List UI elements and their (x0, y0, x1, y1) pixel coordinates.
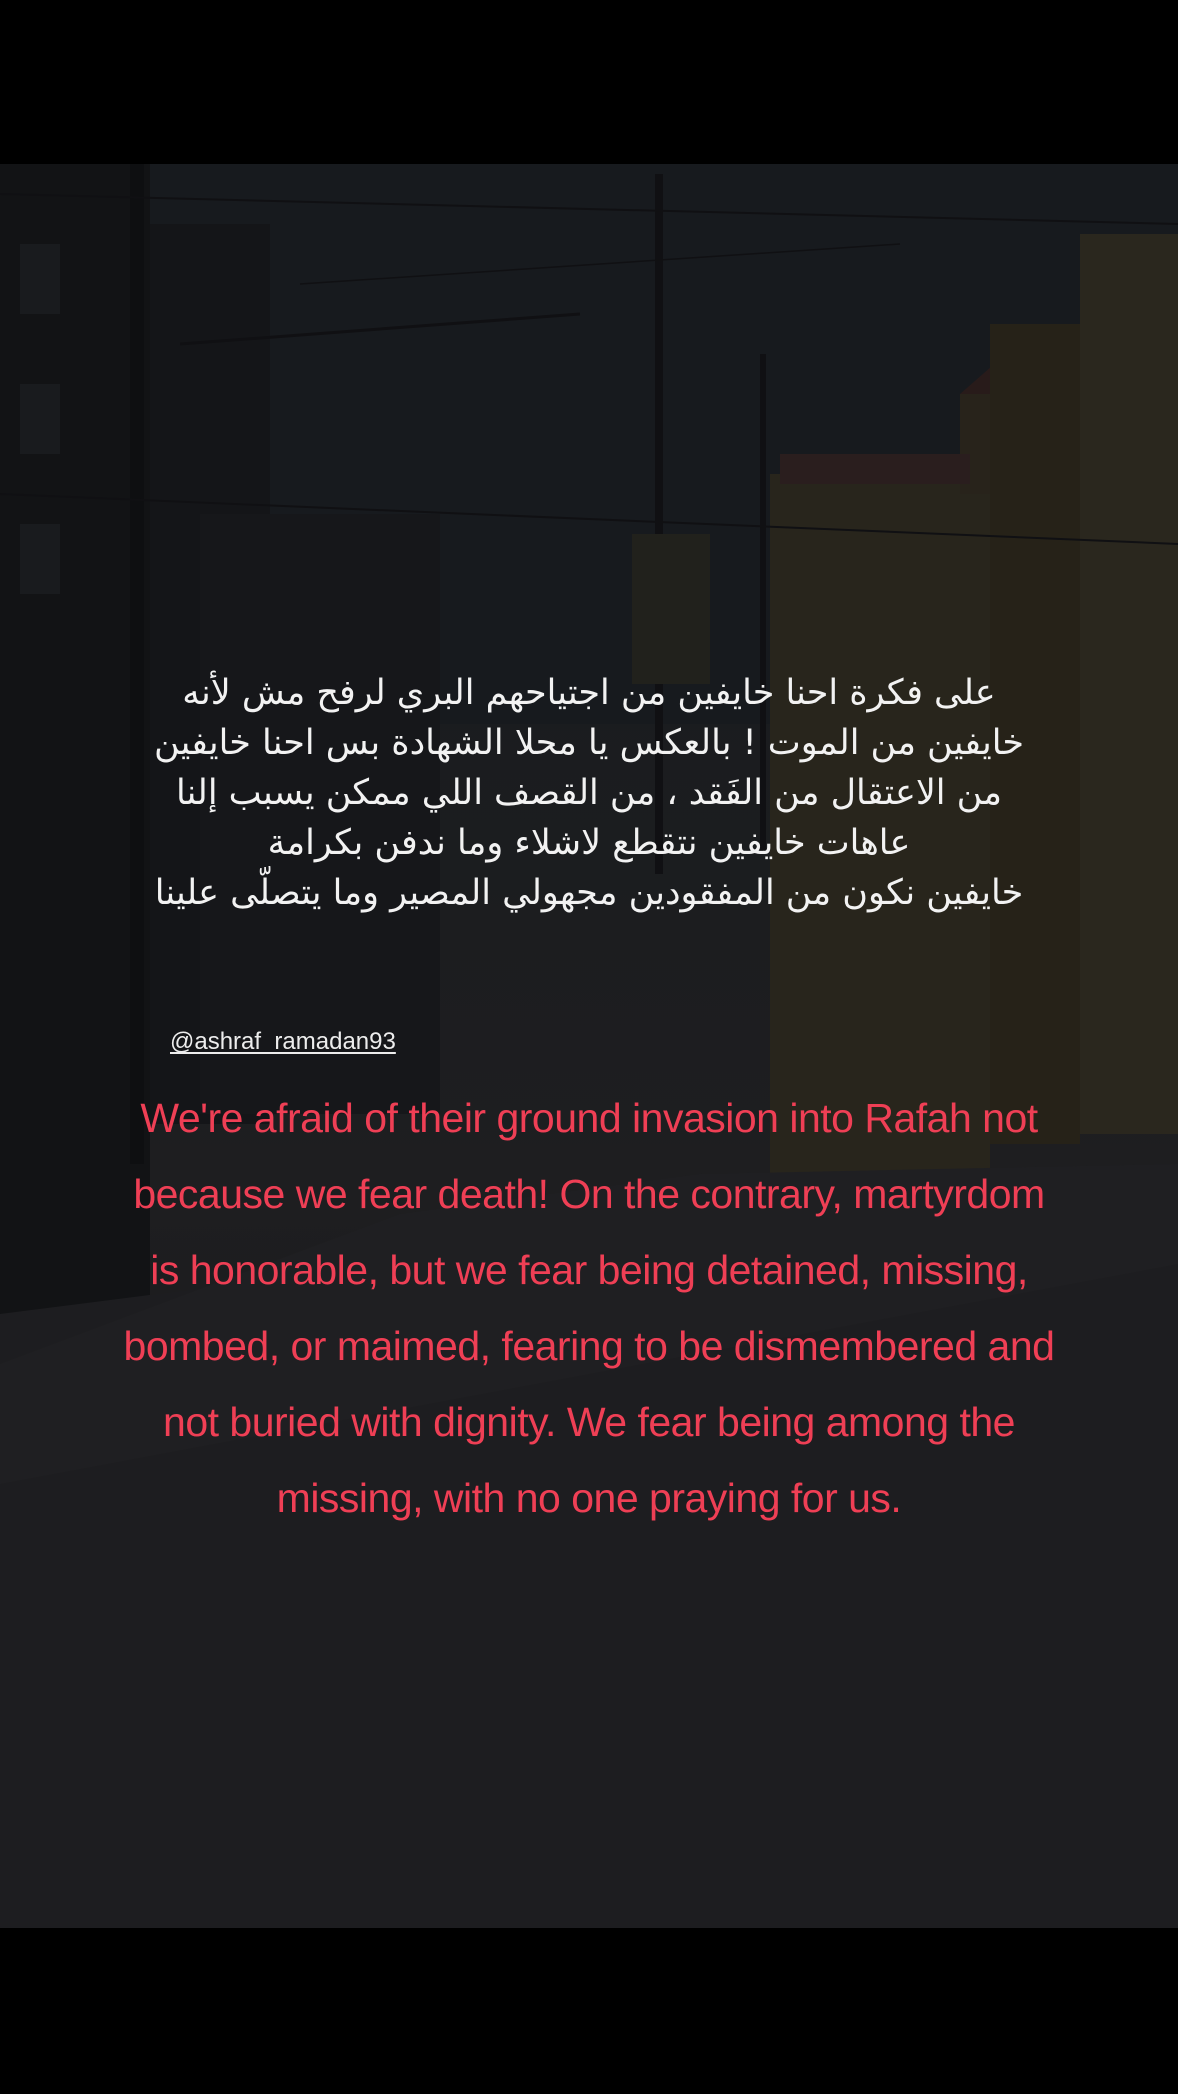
english-line: is honorable, but we fear being detained, missing, (150, 1247, 1028, 1293)
author-handle-link[interactable]: @ashraf_ramadan93 (170, 1028, 396, 1055)
english-line: bombed, or maimed, fearing to be dismembered and (123, 1323, 1055, 1369)
english-line: not buried with dignity. We fear being among the (163, 1399, 1015, 1445)
arabic-line: من الاعتقال من الفَقد ، من القصف اللي ممكن يسبب إلنا (175, 773, 1003, 813)
english-line: We're afraid of their ground invasion into Rafah not (140, 1095, 1038, 1141)
arabic-caption (40, 668, 1138, 918)
english-translation (40, 1080, 1138, 1536)
arabic-line: خايفين نكون من المفقودين مجهولي المصير وما يتصلّى علينا (154, 873, 1024, 913)
arabic-line: عاهات خايفين نتقطع لاشلاء وما ندفن بكرامة (267, 823, 911, 863)
arabic-line: على فكرة احنا خايفين من اجتياحهم البري لرفح مش لأنه (182, 673, 996, 713)
english-line: because we fear death! On the contrary, martyrdom (133, 1171, 1045, 1217)
english-line: missing, with no one praying for us. (276, 1475, 902, 1521)
arabic-line: خايفين من الموت ! بالعكس يا محلا الشهادة بس احنا خايفين (153, 723, 1025, 763)
